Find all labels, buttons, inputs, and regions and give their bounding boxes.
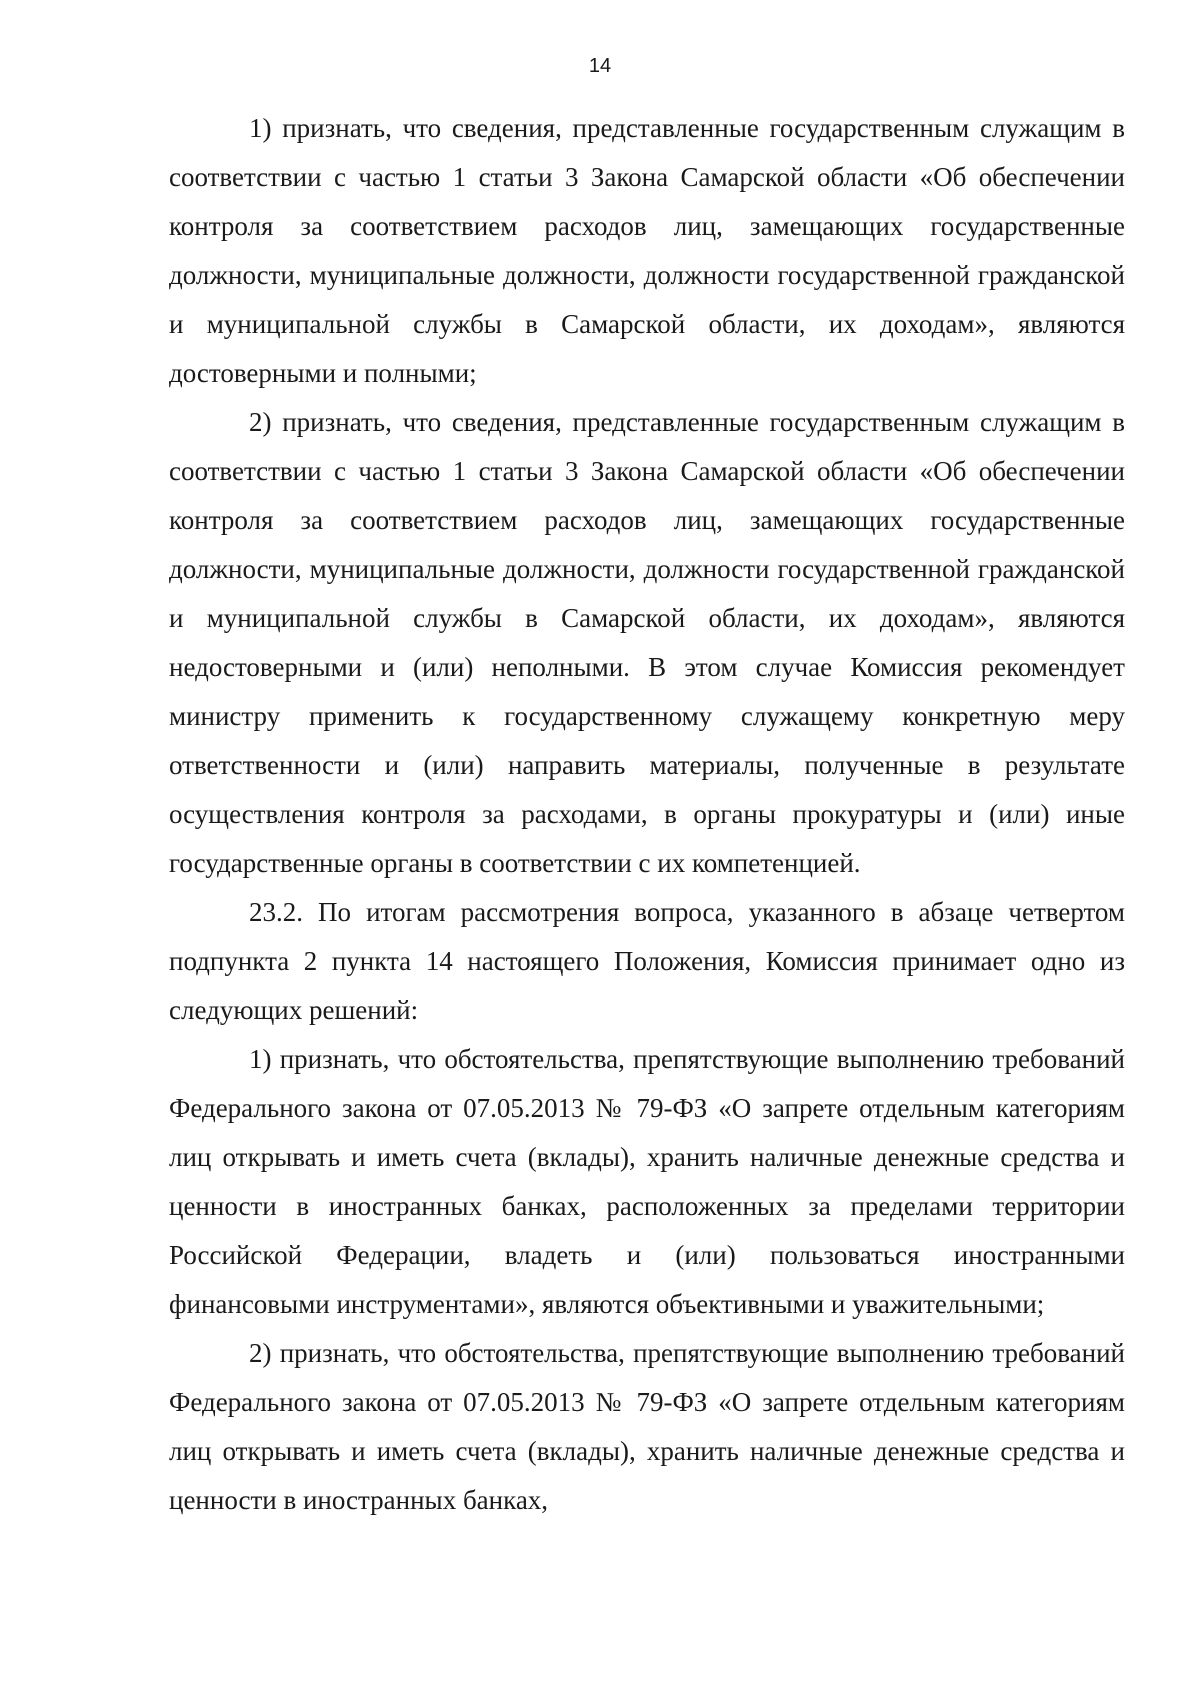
paragraph-item-1-recognize-reliable: 1) признать, что сведения, представленные государственным служащим в соответствии с частью 1 статьи 3 Закона Самарской области «Об обеспечении контроля за соответствием расходов лиц, замещающих государственные должности, муниципальные должности, должности государственной гражданской и муниципальной службы в Самарской области, их доходам», являются достоверными и полными; (169, 113, 1125, 388)
document-body (169, 104, 1125, 1525)
paragraph-item-2-circumstances-continued: 2) признать, что обстоятельства, препятствующие выполнению требований Федерального закона от 07.05.2013 № 79-ФЗ «О запрете отдельным категориям лиц открывать и иметь счета (вклады), хранить наличные денежные средства и ценности в иностранных банках, (169, 1338, 1125, 1515)
paragraph-item-2-recognize-unreliable: 2) признать, что сведения, представленные государственным служащим в соответствии с частью 1 статьи 3 Закона Самарской области «Об обеспечении контроля за соответствием расходов лиц, замещающих государственные должности, муниципальные должности, должности государственной гражданской и муниципальной службы в Самарской области, их доходам», являются недостоверными и (или) неполными. В этом случае Комиссия рекомендует министру применить к государственному служащему конкретную меру ответственности и (или) направить материалы, полученные в результате осуществления контроля за расходами, в органы прокуратуры и (или) иные государственные органы в соответствии с их компетенцией. (169, 407, 1125, 878)
paragraph-clause-23-2: 23.2. По итогам рассмотрения вопроса, указанного в абзаце четвертом подпункта 2 пункта 14 настоящего Положения, Комиссия принимает одно из следующих решений: (169, 897, 1125, 1025)
page-number: 14 (588, 55, 612, 77)
paragraph-item-1-circumstances-objective: 1) признать, что обстоятельства, препятствующие выполнению требований Федерального закона от 07.05.2013 № 79-ФЗ «О запрете отдельным категориям лиц открывать и иметь счета (вклады), хранить наличные денежные средства и ценности в иностранных банках, расположенных за пределами территории Российской Федерации, владеть и (или) пользоваться иностранными финансовыми инструментами», являются объективными и уважительными; (169, 1044, 1125, 1319)
